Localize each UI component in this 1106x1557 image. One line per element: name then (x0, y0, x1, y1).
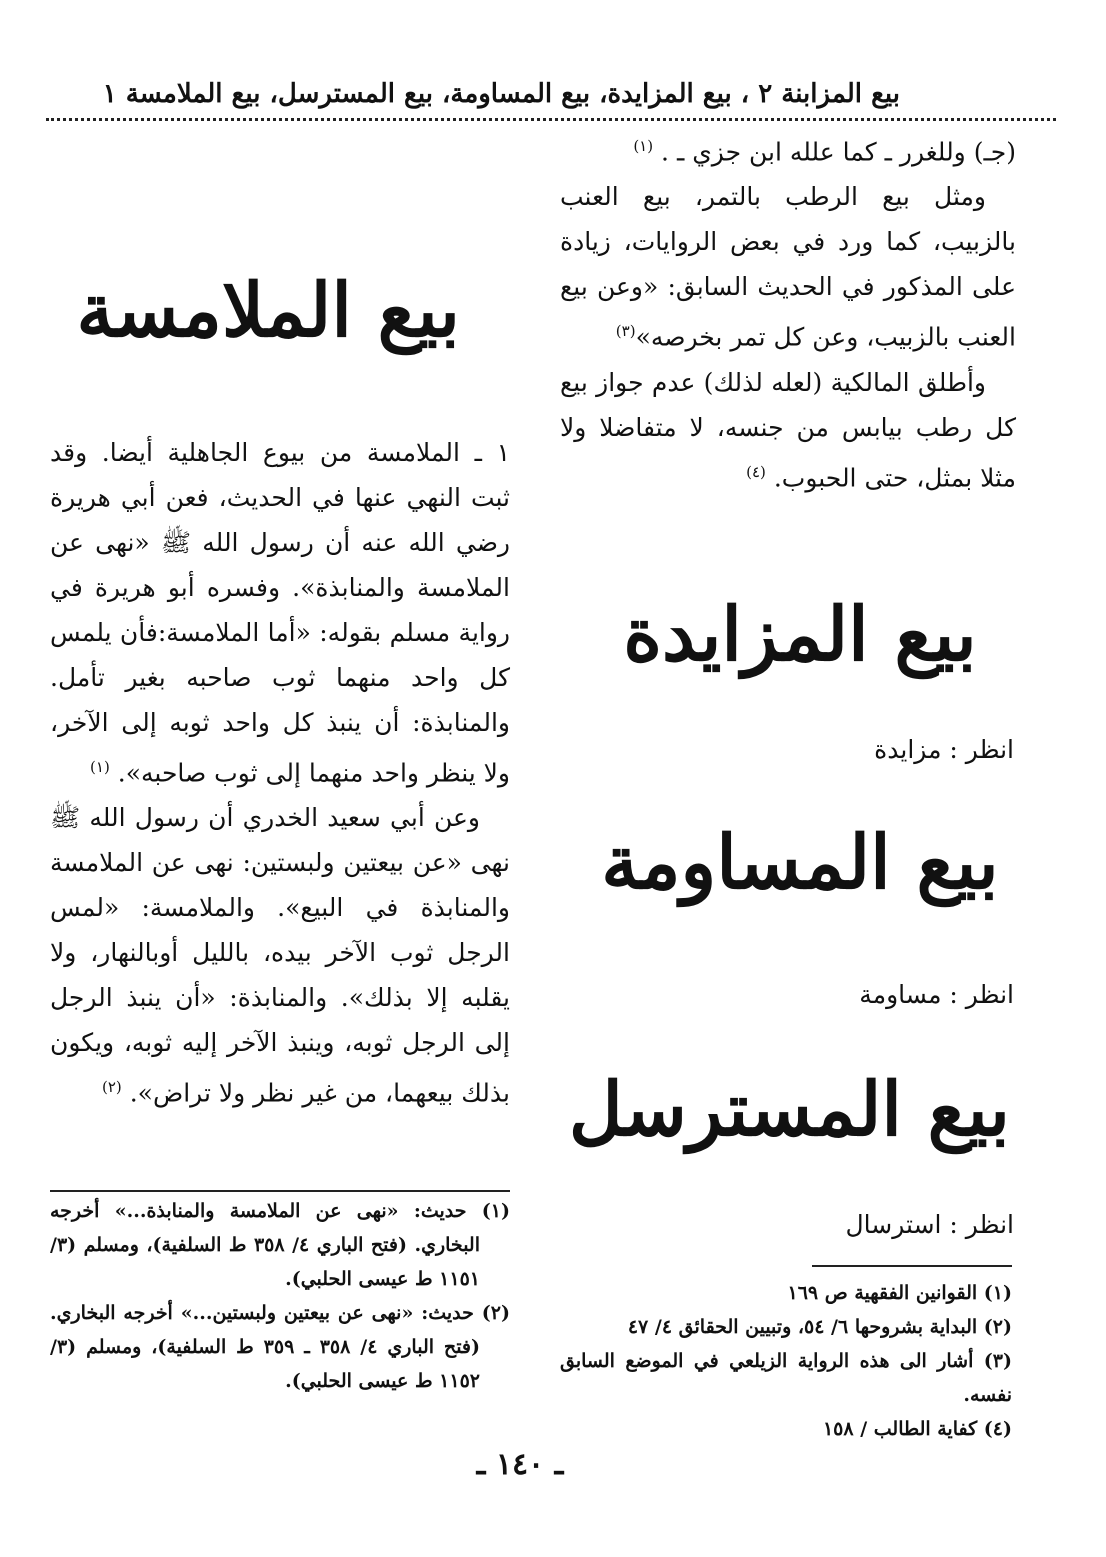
left-paragraph-2: وعن أبي سعيد الخدري أن رسول الله ﷺ نهى «عن بيعتين ولبستين: نهى عن الملامسة والمنابذة في البيع». والملامسة: «لمس الرجل ثوب الآخر بيده، بالليل أوبالنهار، ولا يقلبه إلا بذلك». والمنابذة: «أن ينبذ الرجل إلى الرجل ثوبه، وينبذ الآخر إليه ثوبه، ويكون بذلك بيعهما، من غير نظر ولا تراض». $^{(٢)}$ (50, 803, 510, 1108)
footnote-rule-right (812, 1265, 1012, 1267)
see-also-muzayada: انظر : مزايدة (874, 735, 1014, 764)
footnotes-right (560, 1276, 1012, 1446)
footnote-item: (٤) كفاية الطالب / ١٥٨ (822, 1418, 1012, 1440)
see-also-mustarsil: انظر : استرسال (845, 1210, 1014, 1239)
footnote-ref: (٣) (615, 322, 636, 341)
right-paragraph-1: (جـ) وللغرر ـ كما علله ابن جزي ـ . $^{(١)}$ (633, 137, 1016, 167)
right-paragraph-3: وأطلق المالكية (لعله لذلك) عدم جواز بيع كل رطب بيابس من جنسه، لا متفاضلا ولا مثلا بمثل، حتى الحبوب. $^{(٤)}$ (560, 367, 1016, 492)
footnote-ref: (٤) (746, 462, 766, 481)
footnote-rule-left (50, 1190, 510, 1192)
footnote-ref: (١) (90, 758, 110, 776)
right-column-text (560, 124, 1016, 500)
footnote-item: (٢) حديث: «نهى عن بيعتين ولبستين...» أخرجه البخاري. (فتح الباري ٤/ ٣٥٨ ـ ٣٥٩ ط السلفية)، ومسلم (٣/ ١١٥٢ ط عيسى الحلبي). (50, 1302, 510, 1392)
left-paragraph-1: ١ ـ الملامسة من بيوع الجاهلية أيضا. وقد ثبت النهي عنها في الحديث، فعن أبي هريرة رضي الله عنه أن رسول الله ﷺ «نهى عن الملامسة والمنابذة». وفسره أبو هريرة في رواية مسلم بقوله: «أما الملامسة:فأن يلمس كل واحد منهما ثوب صاحبه بغير تأمل. والمنابذة: أن ينبذ كل واحد ثوبه إلى الآخر، ولا ينظر واحد منهما إلى ثوب صاحبه». $^{(١)}$ (50, 438, 510, 788)
footnote-item: (٢) البداية بشروحها ٦/ ٥٤، وتبيين الحقائق ٤/ ٤٧ (627, 1316, 1012, 1338)
footnote-item: (٣) أشار الى هذه الرواية الزيلعي في الموضع السابق نفسه. (560, 1350, 1012, 1406)
right-paragraph-2: ومثل بيع الرطب بالتمر، بيع العنب بالزبيب، كما ورد في بعض الروايات، زيادة على المذكور في الحديث السابق: «وعن بيع العنب بالزبيب، وعن كل تمر بخرصه»$^{(٣)}$ (560, 182, 1016, 352)
section-title-musawama: بيع المساومة (601, 820, 999, 906)
header-dotted-rule (46, 118, 1056, 121)
footnote-ref: (٢) (102, 1078, 122, 1097)
running-header: بيع المزابنة ٢ ، بيع المزايدة، بيع المساومة، بيع المسترسل، بيع الملامسة ١ (102, 79, 900, 109)
see-also-musawama: انظر : مساومة (859, 980, 1014, 1009)
footnote-item: (١) القوانين الفقهية ص ١٦٩ (787, 1282, 1012, 1304)
footnotes-left (50, 1194, 510, 1398)
page-number: ـ ١٤٠ ـ (476, 1447, 564, 1482)
section-title-mustarsil: بيع المسترسل (568, 1067, 1010, 1153)
section-title-mulamasa: بيع الملامسة (76, 268, 460, 354)
footnote-item: (١) حديث: «نهى عن الملامسة والمنابذة...» أخرجه البخاري. (فتح الباري ٤/ ٣٥٨ ط السلفية)، ومسلم (٣/ ١١٥١ ط عيسى الحلبي). (50, 1200, 510, 1290)
left-column-text (50, 430, 510, 1116)
section-title-muzayada: بيع المزايدة (623, 592, 977, 678)
footnote-ref: (١) (633, 137, 654, 155)
